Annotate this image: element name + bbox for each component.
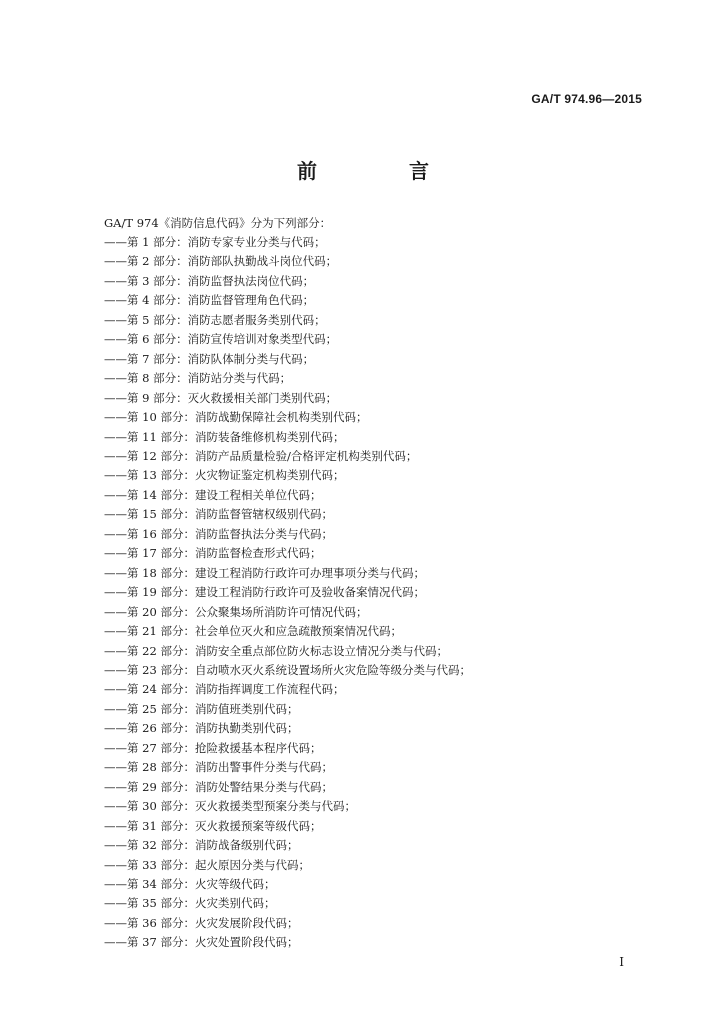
list-item: ——第 7 部分：消防队体制分类与代码；: [104, 351, 315, 366]
list-item: ——第 9 部分：灭火救援相关部门类别代码；: [104, 390, 338, 405]
list-item: ——第 6 部分：消防宣传培训对象类型代码；: [104, 332, 338, 347]
list-item: ——第 14 部分：建设工程相关单位代码；: [104, 487, 322, 502]
list-item: ——第 17 部分：消防监督检查形式代码；: [104, 546, 322, 561]
list-item: ——第 16 部分：消防监督执法分类与代码；: [104, 526, 333, 541]
list-item: ——第 8 部分：消防站分类与代码；: [104, 371, 292, 386]
list-item: ——第 15 部分：消防监督管辖权级别代码；: [104, 507, 333, 522]
parts-list: [104, 233, 471, 953]
intro-paragraph: GA/T 974《消防信息代码》分为下列部分：: [104, 216, 332, 230]
list-item: ——第 12 部分：消防产品质量检验/合格评定机构类别代码；: [104, 448, 418, 463]
list-item: ——第 4 部分：消防监督管理角色代码；: [104, 293, 315, 308]
list-item: ——第 28 部分：消防出警事件分类与代码；: [104, 760, 333, 775]
page-number: I: [619, 955, 624, 969]
standard-number: GA/T 974.96—2015: [531, 92, 642, 106]
list-item: ——第 31 部分：灭火救援预案等级代码；: [104, 818, 322, 833]
list-item: ——第 3 部分：消防监督执法岗位代码；: [104, 273, 315, 288]
list-item: ——第 27 部分：抢险救援基本程序代码；: [104, 740, 322, 755]
page-title: 前 言: [297, 159, 465, 183]
list-item: ——第 20 部分：公众聚集场所消防许可情况代码；: [104, 604, 368, 619]
list-item: ——第 13 部分：火灾物证鉴定机构类别代码；: [104, 468, 345, 483]
list-item: ——第 1 部分：消防专家专业分类与代码；: [104, 235, 326, 249]
list-item: ——第 24 部分：消防指挥调度工作流程代码；: [104, 682, 345, 697]
list-item: ——第 18 部分：建设工程消防行政许可办理事项分类与代码；: [104, 565, 425, 580]
list-item: ——第 33 部分：起火原因分类与代码；: [104, 857, 310, 872]
list-item: ——第 30 部分：灭火救援类型预案分类与代码；: [104, 799, 356, 814]
list-item: ——第 21 部分：社会单位灭火和应急疏散预案情况代码；: [104, 624, 402, 639]
list-item: ——第 5 部分：消防志愿者服务类别代码；: [104, 312, 326, 327]
list-item: ——第 37 部分：火灾处置阶段代码；: [104, 935, 299, 950]
list-item: ——第 32 部分：消防战备级别代码；: [104, 838, 299, 853]
list-item: ——第 34 部分：火灾等级代码；: [104, 876, 276, 891]
list-item: ——第 29 部分：消防处警结果分类与代码；: [104, 779, 333, 794]
list-item: ——第 35 部分：火灾类别代码；: [104, 896, 276, 911]
list-item: ——第 2 部分：消防部队执勤战斗岗位代码；: [104, 254, 338, 269]
list-item: ——第 11 部分：消防装备维修机构类别代码；: [104, 429, 345, 444]
list-item: ——第 25 部分：消防值班类别代码；: [104, 701, 299, 716]
list-item: ——第 23 部分：自动喷水灭火系统设置场所火灾危险等级分类与代码；: [104, 662, 471, 677]
list-item: ——第 10 部分：消防战勤保障社会机构类别代码；: [104, 410, 368, 425]
list-item: ——第 36 部分：火灾发展阶段代码；: [104, 915, 299, 930]
list-item: ——第 19 部分：建设工程消防行政许可及验收备案情况代码；: [104, 585, 425, 600]
list-item: ——第 26 部分：消防执勤类别代码；: [104, 721, 299, 736]
list-item: ——第 22 部分：消防安全重点部位防火标志设立情况分类与代码；: [104, 643, 448, 658]
